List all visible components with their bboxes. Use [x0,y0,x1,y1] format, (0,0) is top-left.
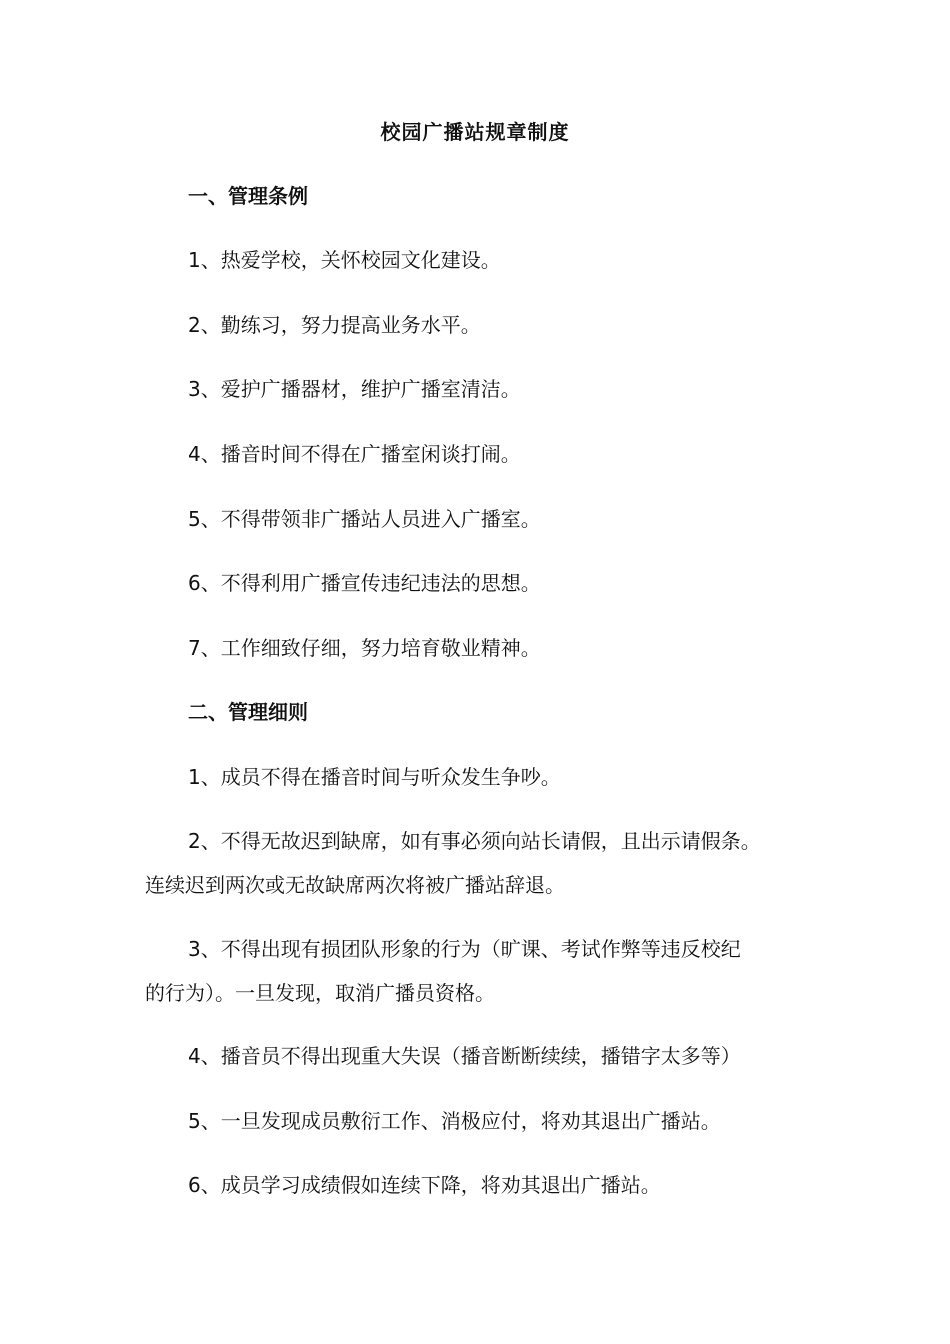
regulation-item-5: 5、不得带领非广播站人员进入广播室。 [188,507,541,531]
regulation-item-2: 2、勤练习，努力提高业务水平。 [188,313,481,337]
regulation-item-7: 7、工作细致仔细，努力培育敬业精神。 [188,636,541,660]
rule-item-5: 5、一旦发现成员敷衍工作、消极应付，将劝其退出广播站。 [188,1109,721,1133]
rule-item-4: 4、播音员不得出现重大失误（播音断断续续，播错字太多等） [188,1044,741,1068]
regulation-item-4: 4、播音时间不得在广播室闲谈打闹。 [188,442,521,466]
document-title: 校园广播站规章制度 [380,120,570,144]
rule-item-2-line-1: 2、不得无故迟到缺席，如有事必须向站长请假，且出示请假条。 [188,829,761,853]
rule-item-3-line-2: 的行为）。一旦发现，取消广播员资格。 [145,981,495,1005]
regulation-item-6: 6、不得利用广播宣传违纪违法的思想。 [188,571,541,595]
rule-item-6: 6、成员学习成绩假如连续下降，将劝其退出广播站。 [188,1173,661,1197]
rule-item-1: 1、成员不得在播音时间与听众发生争吵。 [188,765,561,789]
regulation-item-3: 3、爱护广播器材，维护广播室清洁。 [188,377,521,401]
rule-item-3-line-1: 3、不得出现有损团队形象的行为（旷课、考试作弊等违反校纪 [188,937,741,961]
section-heading-rules: 二、管理细则 [188,700,308,724]
regulation-item-1: 1、热爱学校，关怀校园文化建设。 [188,248,501,272]
rule-item-2-line-2: 连续迟到两次或无故缺席两次将被广播站辞退。 [145,873,565,897]
section-heading-regulations: 一、管理条例 [188,184,308,208]
